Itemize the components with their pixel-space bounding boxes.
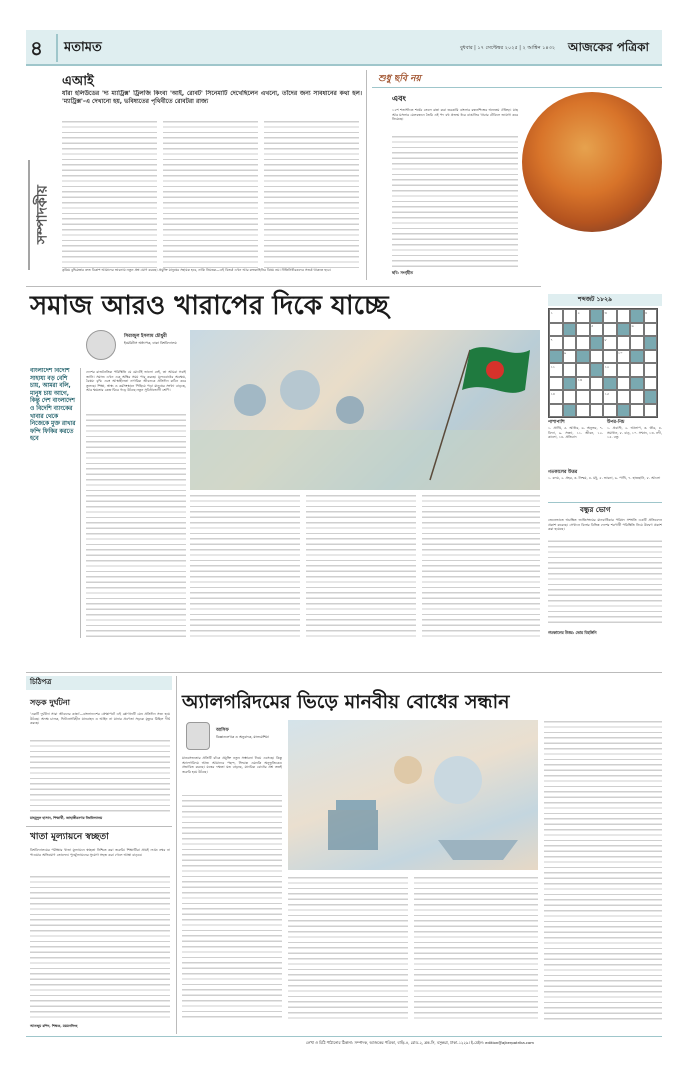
crossword-cell[interactable]: ২ (576, 309, 590, 323)
crossword-cell[interactable]: ৫ (590, 323, 604, 337)
crossword-block (644, 336, 658, 350)
crossword-cell[interactable]: ১২ (603, 363, 617, 377)
second-story-column-1 (182, 756, 282, 1020)
crossword-cell[interactable]: ১৩ (576, 377, 590, 391)
crossword-cell[interactable]: ৭ (549, 336, 563, 350)
crossword-cell[interactable] (617, 363, 631, 377)
crossword-cell[interactable] (630, 390, 644, 404)
crossword-block (630, 377, 644, 391)
editorial-column-1 (62, 120, 157, 276)
crossword-cell[interactable] (644, 363, 658, 377)
editorial-label: সম্পাদকীয় (28, 160, 56, 270)
ai-illustration (288, 720, 538, 870)
letters-label: চিঠিপত্র (30, 678, 52, 686)
crossword-cell[interactable]: ৩ (603, 309, 617, 323)
editorial-body: কৃত্রিম বুদ্ধিমত্তার দ্রুত বিকাশ আমাদের ভাবনায় নতুন প্রশ্ন যোগ করছে। প্রযুক্তি মানুষের সহায়ক হবে, নাকি নিয়ন্ত্রক—এই বিতর্ক এখন আর কল্পকাহিনির বিষয় নয়। নীতিনির্ধারকদের সতর্ক থাকতে হবে। (62, 268, 359, 278)
second-story-column-2 (288, 876, 408, 1020)
crossword-block (590, 336, 604, 350)
second-story-body: মানবসভ্যতার প্রতিটি বাঁকে প্রযুক্তি নতুন সম্ভাবনা নিয়ে এসেছে। কিন্তু অ্যালগরিদম আজ আমাদের পছন্দ, সিদ্ধান্ত এমনকি অনুভূতিকেও প্রভাবিত করছে। যন্ত্রের দক্ষতা যত বাড়ছে, মানবিক বোধের প্রশ্ন ততই জরুরি হয়ে উঠছে। (182, 756, 282, 794)
main-story-body: দেশের রাজনৈতিক পরিস্থিতি যে মোটেই ভালো নেই, তা আমরা সবাই জানি। সমাজ এখন এক অস্থির সময় পার করছে। মূল্যবোধের অবক্ষয়, বৈষম্য বৃদ্ধি এবং আস্থাহীনতা নাগরিক জীবনকে প্রতিদিন কঠিন করে তুলছে। শিক্ষা, স্বাস্থ্য ও কর্মসংস্থানে পিছিয়ে পড়া মানুষের সংখ্যা বাড়ছে, আর ক্ষমতার কেন্দ্র ঘিরে গড়ে উঠছে নতুন সুবিধাভোগী শ্রেণি। (86, 370, 186, 412)
crossword-cell[interactable]: ৮ (603, 336, 617, 350)
flag-illustration (190, 330, 540, 490)
author-name: সিরাজুল ইসলাম চৌধুরী (124, 334, 167, 339)
crossword-cell[interactable] (590, 390, 604, 404)
crossword-block (630, 350, 644, 364)
second-story-column-4 (544, 720, 662, 1020)
crossword-cell[interactable] (644, 404, 658, 418)
editorial-column-2 (163, 120, 258, 276)
paper-logo: আজকের পত্রিকা (568, 40, 649, 54)
crossword-cell[interactable] (576, 390, 590, 404)
second-story-column-3 (414, 876, 538, 1020)
crossword-cell[interactable] (617, 336, 631, 350)
crossword-cell[interactable] (603, 350, 617, 364)
crossword-cell[interactable] (549, 377, 563, 391)
crossword-cell[interactable] (603, 323, 617, 337)
crossword-block (563, 323, 577, 337)
second-story-illustration (288, 720, 538, 870)
main-story-column-2 (190, 494, 300, 638)
crossword-cell[interactable]: ৪ (644, 309, 658, 323)
crossword-cell[interactable] (630, 363, 644, 377)
page-header (26, 30, 662, 66)
crossword-block (603, 377, 617, 391)
main-story-illustration (190, 330, 540, 490)
photo-feature-title: এবং (392, 94, 406, 103)
crossword-cell[interactable] (603, 404, 617, 418)
crossword-block (576, 350, 590, 364)
crossword-block (549, 350, 563, 364)
food-photo (522, 92, 662, 232)
crossword-cell[interactable] (644, 350, 658, 364)
friends-box-body: জেনেভাতে অবস্থিত জাতিসংঘের মানবাধিকার পরিষদ সম্প্রতি একটি প্রতিবেদন প্রকাশ করেছে। সেখানে বিশ্বের বিভিন্ন দেশের শরণার্থী পরিস্থিতি নিয়ে উদ্বেগ প্রকাশ করা হয়েছে। (548, 518, 662, 538)
crossword-block (590, 363, 604, 377)
section-title: মতামত (64, 40, 102, 55)
letter-2-signature: আনজুম রশিদ, শিক্ষক, ময়মনসিংহ (30, 1024, 78, 1028)
across-label: পাশাপাশি (548, 420, 565, 425)
bottom-column-rule (176, 676, 177, 1034)
crossword-cell[interactable] (576, 404, 590, 418)
crossword-cell[interactable] (563, 390, 577, 404)
crossword-cell[interactable] (617, 390, 631, 404)
section-rule (26, 672, 662, 673)
crossword-cell[interactable]: ১৪ (549, 390, 563, 404)
editorial-intro: যাঁরা হলিউডের 'দ্য ম্যাট্রিক্স' ট্রিলজি কিংবা 'আই, রোবট' সিনেমাটি দেখেছিলেন এখনো, তাঁদের জন্য সাবধানের কথা হল। 'ম্যাট্রিক্স'-এ দেখানো হয়, ভবিষ্যতের পৃথিবীতে রোবটরা রাজ্য (62, 90, 362, 105)
photo-feature-column (392, 108, 518, 268)
crossword-cell[interactable] (644, 323, 658, 337)
date-line: বুধবার | ১৭ সেপ্টেম্বর ২০২৫ | ২ আশ্বিন ১৪৩২ (460, 45, 556, 51)
previous-answers: ১. কদম, ২. প্রহর, ৩. নিশ্চয়, ৪. মধু, ৫. ভাবনা, ৬. পাখি, ৭. হাতছানি, ৮. আলো (548, 476, 661, 480)
crossword-cell[interactable]: ১০ (617, 350, 631, 364)
footer-text: লেখা ও চিঠি পাঠানোর ঠিকানা: সম্পাদক, আজকের পত্রিকা, বাড়ি-৪, রোড-২, ব্লক-সি, বসুন্ধরা, ঢাকা-১২২৯। ই-মেইল: edition@ajkerpatrika.com (306, 1040, 534, 1045)
down-label: উপর-নিচ (607, 420, 625, 425)
author-avatar (86, 330, 116, 360)
crossword-cell[interactable]: ৯ (563, 350, 577, 364)
author-2-title: বিজ্ঞানলেখক ও অনুবাদক, মালয়েশিয়া (216, 735, 269, 739)
crossword-block (617, 404, 631, 418)
crossword-cell[interactable]: ১১ (549, 363, 563, 377)
pull-quote-rule (80, 368, 81, 638)
photo-credit: ছবি: সংগৃহীত (392, 270, 413, 275)
crossword-block (563, 377, 577, 391)
previous-answers-label: গতকালের উত্তর (548, 470, 578, 475)
crossword-cell[interactable]: ৬ (630, 323, 644, 337)
main-story-column-3 (306, 494, 416, 638)
crossword-block (590, 309, 604, 323)
crossword-cell[interactable] (563, 363, 577, 377)
crossword-cell[interactable] (549, 323, 563, 337)
crossword-cell[interactable]: ১ (549, 309, 563, 323)
letter-2-body: বিশ্ববিদ্যালয়ের পরীক্ষার খাতা মূল্যায়নে স্বচ্ছতা নিশ্চিত করা জরুরি। শিক্ষার্থীরা প্রায়ই ন্যায্য নম্বর না পাওয়ার অভিযোগ তোলেন। পুনর্মূল্যায়নের সুযোগ সহজ করা গেলে আস্থা বাড়বে। (30, 848, 170, 874)
crossword-block (630, 309, 644, 323)
across-clues: ১. প্রাপ্তি, ৫. আধার, ৬. অনুভব, ৭. বিদ্যা, ৯. সন্ধ্যা, ১১. জীবন, ১২. কালো, ১৪. প্রতিবাদ (548, 426, 603, 439)
editorial-title: এআই (62, 74, 94, 89)
crossword-cell[interactable] (590, 350, 604, 364)
crossword-cell[interactable]: ১৫ (603, 390, 617, 404)
letters-rule (26, 826, 172, 827)
crossword-cell[interactable] (576, 323, 590, 337)
pull-quote: বাংলাদেশ বিদেশি সাহায্য বড় বেশি চায়, আমরা বলি, মানুষ চায় আগে, কিন্তু দেশ বাংলাদেশ ও বিদেশি ব্যাংকের খাবার থেকে নিজেকে মুক্ত রাখার ফন্দি ফিকির করতে হবে (30, 368, 76, 443)
crossword-cell[interactable] (644, 377, 658, 391)
crossword-cell[interactable] (630, 336, 644, 350)
crossword-title: শব্দজট ১৮২৯ (578, 296, 613, 303)
letter-1-title: সড়ক দুর্ঘটনা (30, 698, 70, 707)
crossword-cell[interactable] (617, 377, 631, 391)
crossword-block (644, 390, 658, 404)
crossword-cell[interactable] (590, 377, 604, 391)
main-story-column-4 (422, 494, 540, 638)
crossword-cell[interactable] (630, 404, 644, 418)
letter-1-signature: মাহমুদুল হাসান, শিক্ষার্থী, জাহাঙ্গীরনগর বিশ্ববিদ্যালয় (30, 816, 103, 820)
column-rule (366, 70, 367, 280)
down-clues: ১. প্রবাসী, ২. আলাপ, ৩. তীর, ৪. সমাধান, ৮. ঝড়, ১০. সম্মান, ১৩. নদী, ১৫. বন্ধু (607, 426, 662, 439)
main-story-rule (26, 286, 541, 287)
author-2-avatar (186, 722, 210, 750)
letter-1-body: 'একটি দুর্ঘটনা সারা জীবনের কান্না'—বাংলাদেশের প্রেক্ষাপটে এই স্লোগানটি যেন প্রতিদিন সত্য হয়ে উঠছে। অদক্ষ চালক, ফিটনেসবিহীন যানবাহন ও আইন না মানার প্রবণতা সড়কে মৃত্যুর মিছিল দীর্ঘ করছে। (30, 712, 170, 740)
friends-box-answer: গতকালের উত্তর: ভোর বিহঙ্গিনি (548, 630, 597, 635)
main-story-headline: সমাজ আরও খারাপের দিকে যাচ্ছে (30, 291, 389, 321)
crossword-block (563, 404, 577, 418)
photo-feature-label: শুধু ছবি নয় (378, 74, 421, 84)
editorial-column-3 (264, 120, 359, 276)
crossword-cell[interactable] (617, 309, 631, 323)
friends-box-title: বন্ধুর ভোগ (580, 506, 611, 514)
author-2-name: আসিফ (216, 728, 229, 733)
footer-rule (26, 1036, 662, 1037)
author-title: ইমেরিটাস অধ্যাপক, ঢাকা বিশ্ববিদ্যালয় (124, 341, 177, 345)
crossword-cell[interactable] (549, 404, 563, 418)
crossword-cell[interactable] (576, 336, 590, 350)
photo-feature-body: ১২শ শতাব্দীতে শর্ষের তেলে রান্না করা তরকারি বাংলার রন্ধনশিল্পের অন্যতম ঐতিহ্য। মাছ আর মসলার মেলবন্ধনে তৈরি এই পদ বহু প্রজন্ম ধরে বাঙালির খাবার টেবিলে জায়গা করে নিয়েছে। (392, 108, 518, 132)
crossword-grid (548, 308, 658, 418)
crossword-cell[interactable] (563, 336, 577, 350)
crossword-cell[interactable] (576, 363, 590, 377)
crossword-cell[interactable] (563, 309, 577, 323)
header-divider (56, 34, 58, 62)
second-story-headline: অ্যালগরিদমের ভিড়ে মানবীয় বোধের সন্ধান (182, 691, 510, 713)
crossword-block (617, 323, 631, 337)
crossword-cell[interactable] (590, 404, 604, 418)
letter-2-title: খাতা মূল্যায়নে স্বচ্ছতা (30, 832, 109, 842)
page-number: ৪ (30, 36, 43, 60)
